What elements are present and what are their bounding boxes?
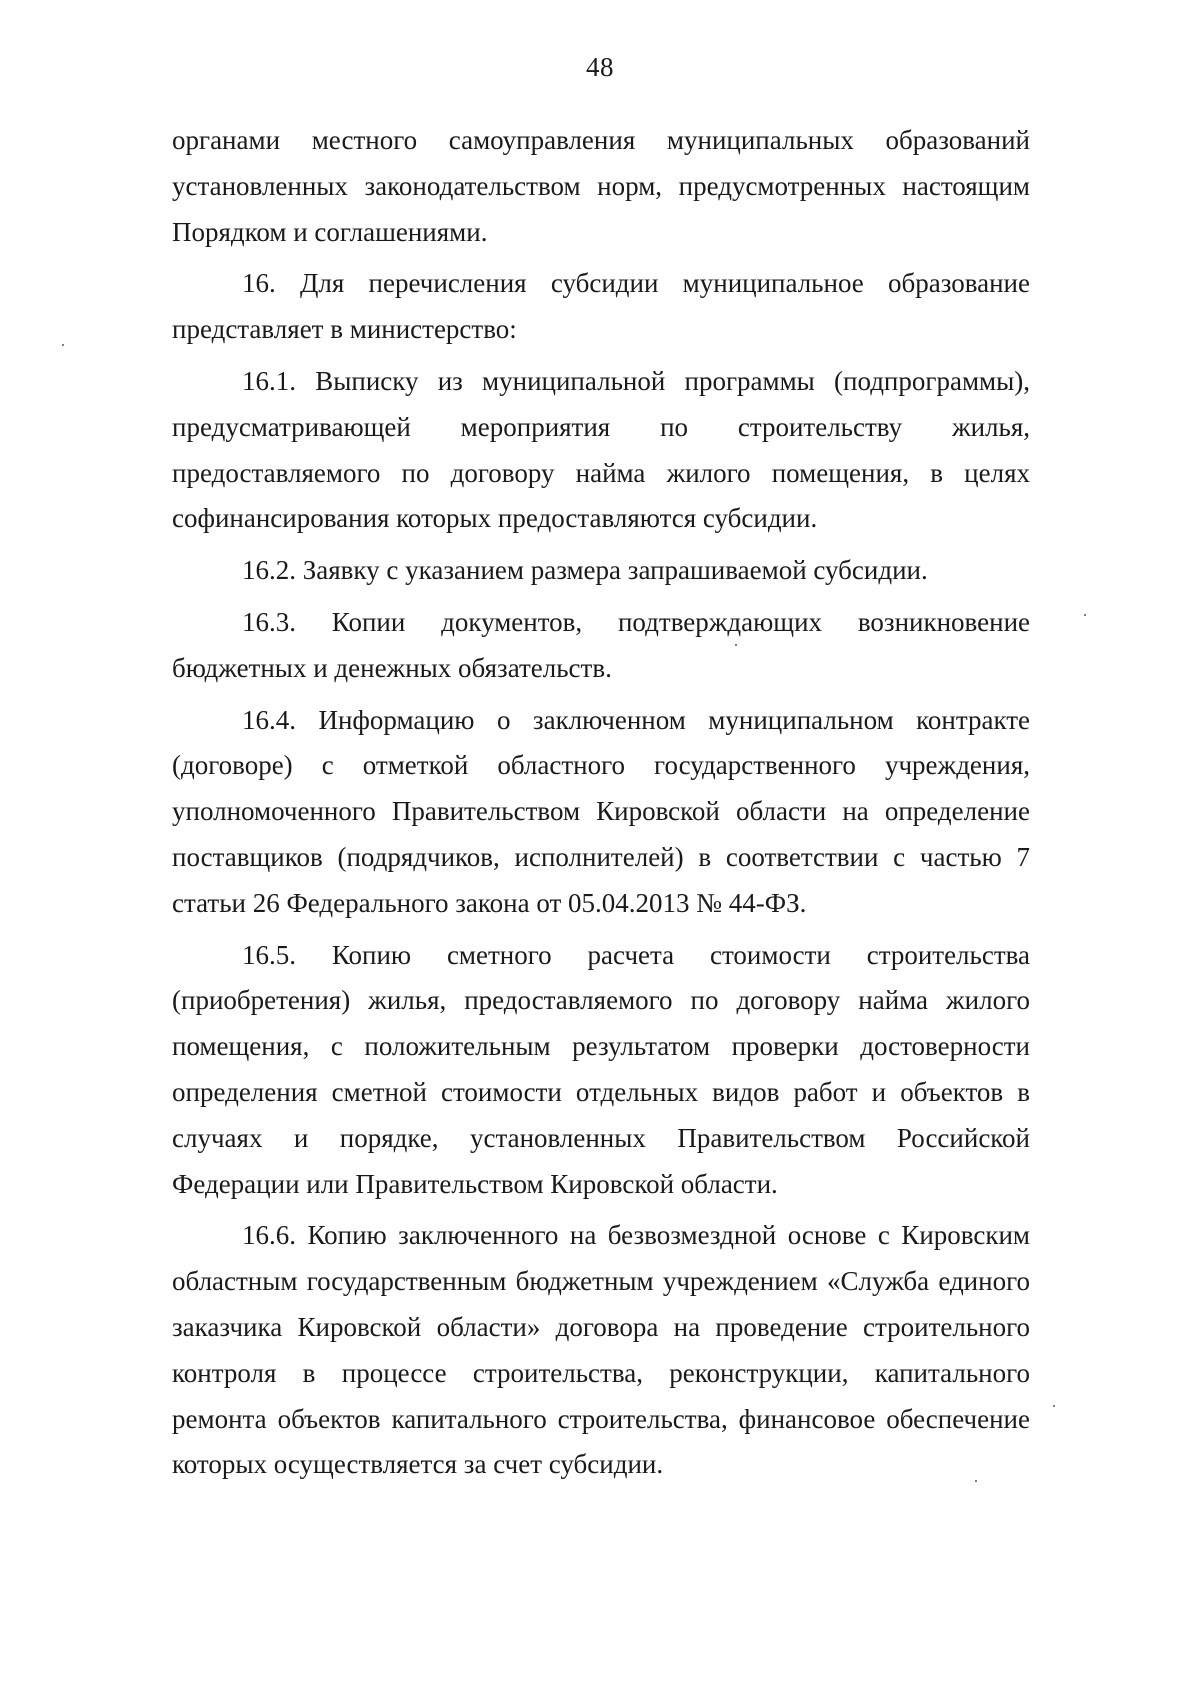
- document-body: [172, 118, 1030, 1488]
- scan-speck: [1053, 1405, 1055, 1407]
- scan-speck: [735, 644, 737, 646]
- page-number: 48: [586, 52, 614, 82]
- paragraph-16-4: 16.4. Информацию о заключенном муниципальном контракте (договоре) с отметкой областного государственного учреждения, уполномоченного Правительством Кировской области на определение поставщиков (подрядчиков, исполнителей) в соответствии с частью 7 статьи 26 Федерального закона от 05.04.2013 № 44-ФЗ.: [172, 704, 1030, 918]
- paragraph-16-6: 16.6. Копию заключенного на безвозмездной основе с Кировским областным государственным бюджетным учреждением «Служба единого заказчика Кировской области» договора на проведение строительного контроля в процессе строительства, реконструкции, капитального ремонта объектов капитального строительства, финансовое обеспечение которых осуществляется за счет субсидии.: [172, 1220, 1030, 1480]
- paragraph-continuation: органами местного самоуправления муниципальных образований установленных законодательством норм, предусмотренных настоящим Порядком и соглашениями.: [172, 125, 1030, 247]
- paragraph-16-1: 16.1. Выписку из муниципальной программы (подпрограммы), предусматривающей мероприятия по строительству жилья, предоставляемого по договору найма жилого помещения, в целях софинансирования которых предоставляются субсидии.: [172, 365, 1030, 534]
- paragraph-16-2: 16.2. Заявку с указанием размера запрашиваемой субсидии.: [242, 555, 928, 586]
- paragraph-16-5: 16.5. Копию сметного расчета стоимости строительства (приобретения) жилья, предоставляемого по договору найма жилого помещения, с положительным результатом проверки достоверности определения сметной стоимости отдельных видов работ и объектов в случаях и порядке, установленных Правительством Российской Федерации или Правительством Кировской области.: [172, 939, 1030, 1199]
- scan-speck: [1084, 614, 1086, 616]
- scan-speck: [62, 344, 64, 346]
- paragraph-16: 16. Для перечисления субсидии муниципальное образование представляет в министерство:: [172, 268, 1030, 345]
- scan-speck: [975, 1480, 977, 1482]
- paragraph-16-3: 16.3. Копии документов, подтверждающих возникновение бюджетных и денежных обязательств.: [172, 606, 1030, 683]
